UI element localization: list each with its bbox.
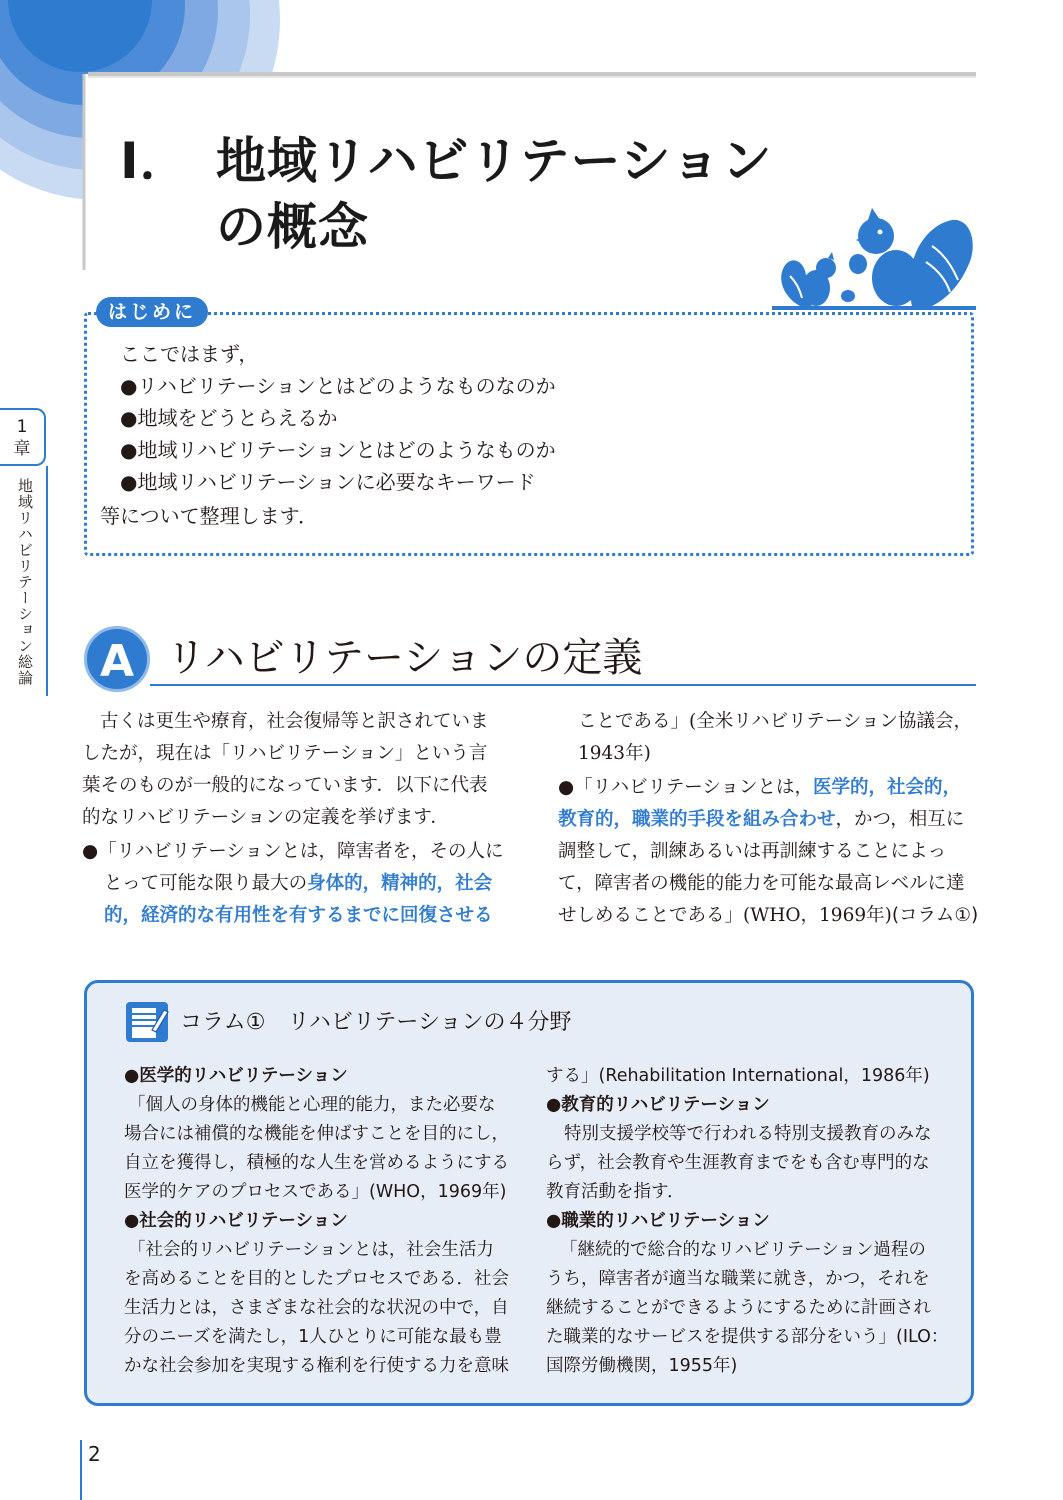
- column-subheading: ●職業的リハビリテーション: [546, 1211, 770, 1231]
- body-line: したが，現在は「リハビリテーション」という言: [82, 743, 488, 764]
- highlight-text: 身体的，精神的，社会: [307, 873, 493, 894]
- column-line: 国際労働機関，1955年): [546, 1356, 738, 1376]
- highlight-line: 的，経済的な有用性を有するまでに回復させる: [104, 905, 493, 926]
- body-line: [104, 868, 492, 900]
- column-line: 場合には補償的な機能を伸ばすことを目的にし，: [124, 1124, 509, 1144]
- column-subheading: ●医学的リハビリテーション: [124, 1066, 348, 1086]
- column-line: らず，社会教育や生涯教育までをも含む専門的な: [546, 1153, 930, 1173]
- column-line: かな社会参加を実現する権利を行使する力を意味: [124, 1356, 509, 1376]
- squirrels-illustration: [772, 206, 976, 312]
- body-text: ，かつ，相互に: [835, 809, 965, 830]
- column-line: 「社会的リハビリテーションとは，社会生活力: [128, 1240, 494, 1260]
- column-line: 特別支援学校等で行われる特別支援教育のみな: [564, 1124, 932, 1144]
- section-title: リハビリテーションの定義: [166, 635, 643, 681]
- intro-line: ●地域リハビリテーションとはどのようなものか: [120, 438, 556, 462]
- highlight-text: 教育的，職業的手段を組み合わせ: [558, 809, 836, 830]
- column-line: 「継続的で総合的なリハビリテーション過程の: [560, 1240, 926, 1260]
- section-letter-badge: A: [84, 626, 150, 692]
- body-line: 1943年): [578, 743, 651, 764]
- body-line: 葉そのものが一般的になっています．以下に代表: [82, 775, 488, 796]
- column-line: する」(Rehabilitation International，1986年): [546, 1066, 930, 1086]
- column-line: 分のニーズを満たし，1人ひとりに可能な最も豊: [124, 1327, 502, 1347]
- column-line: 「個人の身体的機能と心理的能力，また必要な: [128, 1095, 496, 1115]
- notebook-pencil-icon: [124, 1000, 170, 1044]
- body-line: [558, 772, 961, 804]
- column-line: 教育活動を指す．: [546, 1182, 685, 1202]
- column-line: 医学的ケアのプロセスである」(WHO，1969年): [124, 1182, 507, 1202]
- column-subheading: ●教育的リハビリテーション: [546, 1095, 770, 1115]
- intro-line: ●リハビリテーションとはどのようなものなのか: [120, 374, 556, 398]
- chapter-name: 地域リハビリテーション総論: [16, 478, 34, 686]
- body-line: [558, 900, 978, 932]
- body-line: 古くは更生や療育，社会復帰等と訳されていま: [100, 711, 489, 732]
- title-number: I．: [120, 132, 191, 190]
- body-line: [558, 804, 964, 836]
- page-title: [120, 128, 773, 260]
- page-number-rule: [80, 1440, 82, 1500]
- body-text: とって可能な限り最大の: [104, 873, 308, 894]
- section-rule: [150, 684, 976, 686]
- intro-tag: はじめに: [96, 297, 208, 327]
- body-line: て，障害者の機能的能力を可能な最高レベルに達: [558, 873, 965, 894]
- body-text: ●「リハビリテーションとは，: [558, 777, 813, 798]
- chapter-tab: [0, 408, 46, 466]
- column-subheading: ●社会的リハビリテーション: [124, 1211, 348, 1231]
- intro-line: ●地域をどうとらえるか: [120, 406, 338, 430]
- body-text: せしめることである」(WHO，1969年): [558, 905, 892, 926]
- highlight-text: 医学的，社会的，: [812, 777, 961, 798]
- column-line: 生活力とは，さまざまな社会的な状況の中で，自: [124, 1298, 509, 1318]
- column-line: た職業的なサービスを提供する部分をいう」(ILO：: [546, 1327, 949, 1347]
- body-line: 調整して，訓練あるいは再訓練することによっ: [558, 841, 947, 862]
- column-line: うち，障害者が適当な職業に就き，かつ，それを: [546, 1269, 930, 1289]
- intro-line: ●地域リハビリテーションに必要なキーワード: [120, 470, 536, 494]
- title-line-1: 地域リハビリテーション: [216, 132, 773, 190]
- chapter-tab-rule: [46, 466, 48, 696]
- column-reference: (コラム①): [891, 905, 979, 926]
- body-line: ●「リハビリテーションとは，障害者を，その人に: [82, 841, 504, 862]
- column-line: 自立を獲得し，積極的な人生を営めるようにする: [124, 1153, 509, 1173]
- body-line: ことである」(全米リハビリテーション協議会，: [578, 711, 973, 732]
- column-title: コラム① リハビリテーションの４分野: [180, 1010, 572, 1035]
- title-rule-shadow: [88, 76, 976, 78]
- body-line: 的なリハビリテーションの定義を挙げます．: [82, 807, 449, 828]
- chapter-number: 1: [16, 417, 28, 437]
- intro-line: 等について整理します．: [100, 504, 318, 528]
- page-number: 2: [88, 1442, 101, 1466]
- column-line: を高めることを目的としたプロセスである．社会: [124, 1269, 509, 1289]
- intro-line: ここではまず，: [120, 342, 259, 366]
- chapter-unit: 章: [13, 439, 31, 459]
- column-line: 継続することができるようにするために計画され: [546, 1298, 931, 1318]
- title-line-2: の概念: [216, 198, 369, 256]
